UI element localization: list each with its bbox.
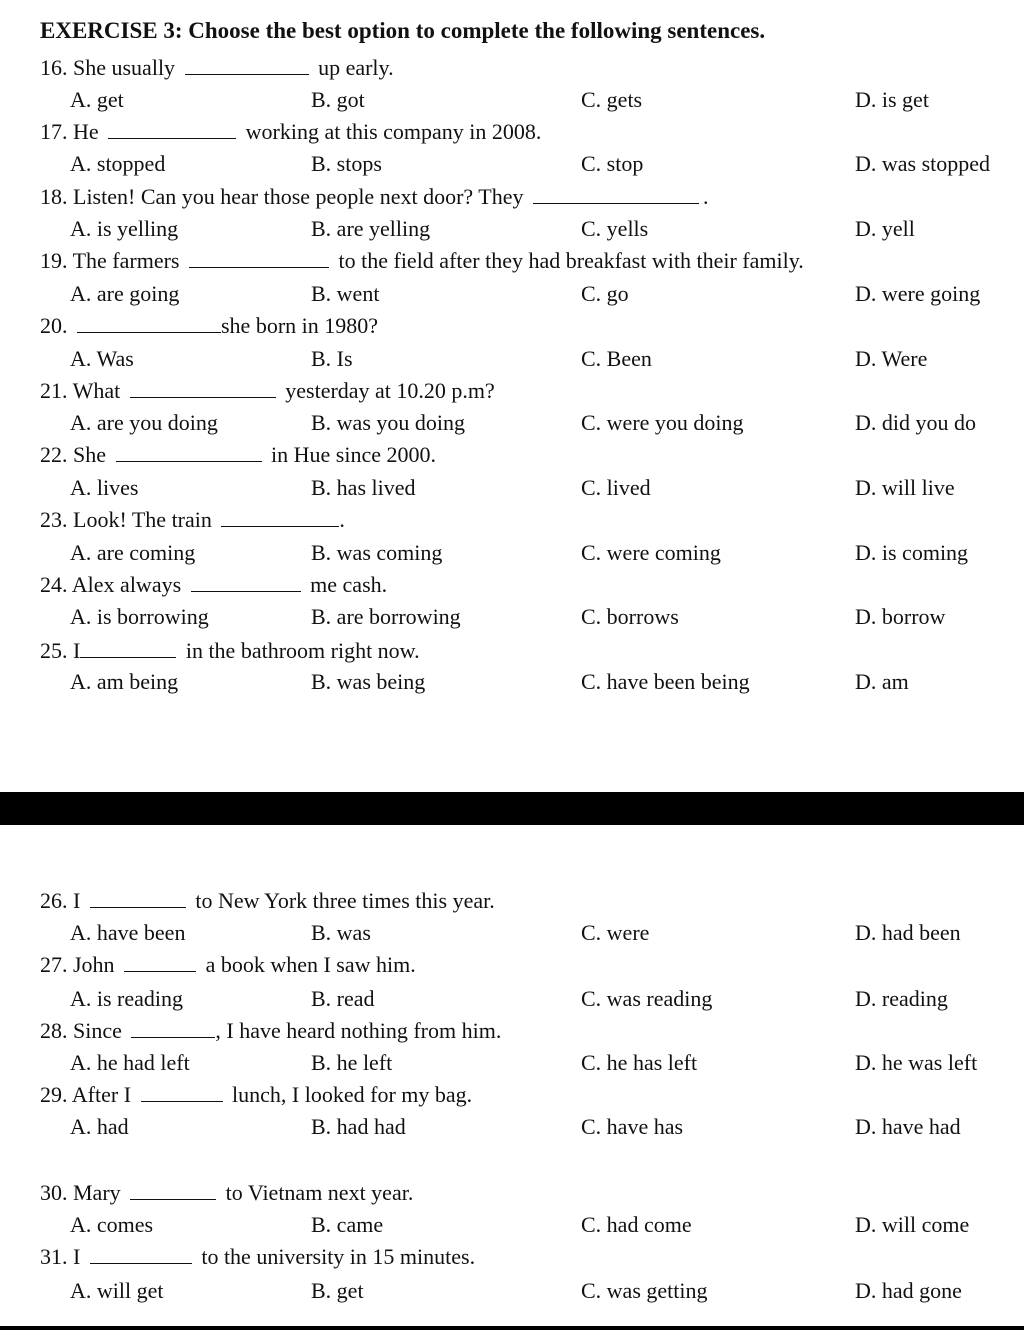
option-30-d[interactable]: D. will come <box>855 1212 970 1237</box>
question-stem: 30. Mary <box>40 1180 127 1205</box>
option-31-b[interactable]: B. get <box>311 1278 364 1303</box>
question-tail: a book when I saw him. <box>200 952 416 977</box>
option-19-a[interactable]: A. are going <box>70 281 180 306</box>
question-stem: 25. I <box>40 638 81 663</box>
option-26-d[interactable]: D. had been <box>855 920 961 945</box>
answer-blank[interactable] <box>124 953 196 972</box>
question-stem: 21. What <box>40 378 126 403</box>
option-18-b[interactable]: B. are yelling <box>311 216 431 241</box>
answer-blank[interactable] <box>90 1245 192 1264</box>
question-tail: in Hue since 2000. <box>265 442 436 467</box>
question-18 <box>40 182 708 212</box>
option-16-d[interactable]: D. is get <box>855 87 929 112</box>
option-17-a[interactable]: A. stopped <box>70 151 166 176</box>
question-stem: 18. Listen! Can you hear those people next door? They <box>40 184 529 209</box>
question-tail: to the field after they had breakfast with their family. <box>333 248 804 273</box>
question-stem: 26. I <box>40 888 86 913</box>
option-19-b[interactable]: B. went <box>311 281 380 306</box>
option-21-b[interactable]: B. was you doing <box>311 410 465 435</box>
option-25-b[interactable]: B. was being <box>311 669 426 694</box>
option-18-d[interactable]: D. yell <box>855 216 915 241</box>
question-stem: 24. Alex always <box>40 572 187 597</box>
option-27-d[interactable]: D. reading <box>855 986 948 1011</box>
option-21-a[interactable]: A. are you doing <box>70 410 218 435</box>
option-20-a[interactable]: A. Was <box>70 346 134 371</box>
option-21-c[interactable]: C. were you doing <box>581 410 744 435</box>
question-16 <box>40 53 394 83</box>
question-stem: 31. I <box>40 1244 86 1269</box>
question-stem: 22. She <box>40 442 112 467</box>
question-30 <box>40 1178 413 1208</box>
answer-blank[interactable] <box>185 56 309 75</box>
option-16-c[interactable]: C. gets <box>581 87 643 112</box>
answer-blank[interactable] <box>130 379 276 398</box>
question-tail: up early. <box>312 55 394 80</box>
answer-blank[interactable] <box>130 1181 216 1200</box>
option-27-a[interactable]: A. is reading <box>70 986 184 1011</box>
option-17-c[interactable]: C. stop <box>581 151 644 176</box>
question-28 <box>40 1016 501 1046</box>
option-26-b[interactable]: B. was <box>311 920 371 945</box>
answer-blank[interactable] <box>77 314 221 333</box>
option-23-c[interactable]: C. were coming <box>581 540 721 565</box>
question-stem: 29. After I <box>40 1082 137 1107</box>
option-22-d[interactable]: D. will live <box>855 475 955 500</box>
question-tail: . <box>702 184 709 209</box>
question-tail: working at this company in 2008. <box>240 119 542 144</box>
option-30-c[interactable]: C. had come <box>581 1212 692 1237</box>
option-31-c[interactable]: C. was getting <box>581 1278 708 1303</box>
question-23 <box>40 505 345 535</box>
answer-blank[interactable] <box>90 889 186 908</box>
question-tail: me cash. <box>304 572 388 597</box>
option-22-a[interactable]: A. lives <box>70 475 139 500</box>
exercise-title: EXERCISE 3: Choose the best option to complete the following sentences. <box>40 18 766 43</box>
question-25 <box>40 636 420 666</box>
option-19-d[interactable]: D. were going <box>855 281 981 306</box>
option-22-b[interactable]: B. has lived <box>311 475 416 500</box>
option-18-c[interactable]: C. yells <box>581 216 649 241</box>
option-29-a[interactable]: A. had <box>70 1114 129 1139</box>
question-31 <box>40 1242 475 1272</box>
question-tail: lunch, I looked for my bag. <box>226 1082 473 1107</box>
option-25-a[interactable]: A. am being <box>70 669 179 694</box>
option-31-d[interactable]: D. had gone <box>855 1278 962 1303</box>
question-20 <box>40 311 378 341</box>
option-29-c[interactable]: C. have has <box>581 1114 684 1139</box>
question-stem: 27. John <box>40 952 121 977</box>
option-29-b[interactable]: B. had had <box>311 1114 406 1139</box>
question-17 <box>40 117 541 147</box>
page-separator-band <box>0 792 1024 825</box>
question-26 <box>40 886 495 916</box>
option-30-b[interactable]: B. came <box>311 1212 384 1237</box>
option-24-a[interactable]: A. is borrowing <box>70 604 209 629</box>
answer-blank[interactable] <box>533 185 699 204</box>
option-23-a[interactable]: A. are coming <box>70 540 196 565</box>
question-tail: to New York three times this year. <box>189 888 495 913</box>
option-22-c[interactable]: C. lived <box>581 475 651 500</box>
answer-blank[interactable] <box>191 573 301 592</box>
option-27-c[interactable]: C. was reading <box>581 986 713 1011</box>
question-stem: 20. <box>40 313 73 338</box>
bottom-edge-rule <box>0 1326 1024 1330</box>
answer-blank[interactable] <box>131 1019 215 1038</box>
question-24 <box>40 570 387 600</box>
question-tail: she born in 1980? <box>221 313 379 338</box>
question-stem: 17. He <box>40 119 105 144</box>
option-23-d[interactable]: D. is coming <box>855 540 969 565</box>
question-29 <box>40 1080 472 1110</box>
question-stem: 28. Since <box>40 1018 128 1043</box>
question-stem: 16. She usually <box>40 55 181 80</box>
option-17-d[interactable]: D. was stopped <box>855 151 991 176</box>
answer-blank[interactable] <box>80 639 176 658</box>
option-25-c[interactable]: C. have been being <box>581 669 750 694</box>
option-26-c[interactable]: C. were <box>581 920 650 945</box>
question-tail: to the university in 15 minutes. <box>195 1244 476 1269</box>
option-25-d[interactable]: D. am <box>855 669 909 694</box>
option-23-b[interactable]: B. was coming <box>311 540 443 565</box>
question-tail: in the bathroom right now. <box>180 638 420 663</box>
question-tail: yesterday at 10.20 p.m? <box>279 378 495 403</box>
option-26-a[interactable]: A. have been <box>70 920 186 945</box>
answer-blank[interactable] <box>116 443 262 462</box>
question-stem: 23. Look! The train <box>40 507 218 532</box>
question-tail: . <box>339 507 345 532</box>
option-27-b[interactable]: B. read <box>311 986 375 1011</box>
answer-blank[interactable] <box>221 508 339 527</box>
option-24-b[interactable]: B. are borrowing <box>311 604 461 629</box>
option-16-a[interactable]: A. get <box>70 87 124 112</box>
question-22 <box>40 440 436 470</box>
question-stem: 19. The farmers <box>40 248 185 273</box>
option-28-b[interactable]: B. he left <box>311 1050 393 1075</box>
question-27 <box>40 950 416 980</box>
question-tail: , I have heard nothing from him. <box>215 1018 502 1043</box>
option-24-d[interactable]: D. borrow <box>855 604 946 629</box>
option-20-b[interactable]: B. Is <box>311 346 353 371</box>
option-24-c[interactable]: C. borrows <box>581 604 679 629</box>
option-16-b[interactable]: B. got <box>311 87 365 112</box>
option-18-a[interactable]: A. is yelling <box>70 216 179 241</box>
answer-blank[interactable] <box>108 120 236 139</box>
question-21 <box>40 376 495 406</box>
answer-blank[interactable] <box>141 1083 223 1102</box>
option-28-a[interactable]: A. he had left <box>70 1050 190 1075</box>
option-31-a[interactable]: A. will get <box>70 1278 164 1303</box>
option-28-c[interactable]: C. he has left <box>581 1050 698 1075</box>
option-21-d[interactable]: D. did you do <box>855 410 976 435</box>
question-tail: to Vietnam next year. <box>220 1180 414 1205</box>
option-19-c[interactable]: C. go <box>581 281 629 306</box>
option-29-d[interactable]: D. have had <box>855 1114 961 1139</box>
option-20-d[interactable]: D. Were <box>855 346 928 371</box>
option-30-a[interactable]: A. comes <box>70 1212 154 1237</box>
answer-blank[interactable] <box>189 249 329 268</box>
option-17-b[interactable]: B. stops <box>311 151 382 176</box>
question-19 <box>40 246 804 276</box>
option-28-d[interactable]: D. he was left <box>855 1050 978 1075</box>
option-20-c[interactable]: C. Been <box>581 346 652 371</box>
